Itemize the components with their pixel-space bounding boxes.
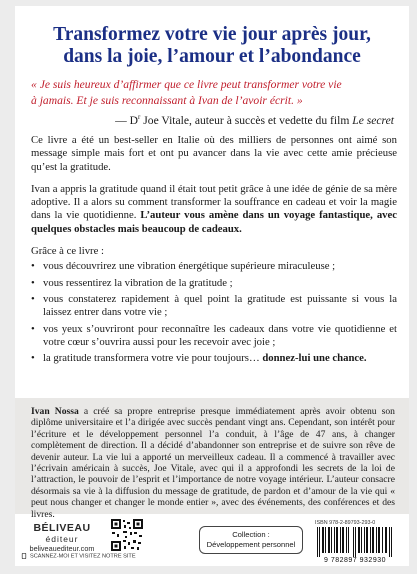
headline	[15, 24, 409, 68]
bullet-icon: •	[31, 352, 35, 365]
bullet-icon: •	[31, 276, 35, 289]
isbn-text: ISBN 978-2-89793-293-0	[315, 520, 376, 526]
footer	[15, 514, 409, 566]
bullet-icon: •	[31, 260, 35, 273]
collection-name: Développement personnel	[206, 539, 296, 549]
author-sup: r	[138, 113, 141, 121]
endorsement-quote	[31, 77, 396, 108]
collection-label	[199, 526, 303, 554]
paragraph-1: Ce livre a été un best-seller en Italie où des milliers de personnes ont aimé son message simple mais fort et ont pu avancer dans la vie avec cette amie précieuse qu’est la gratitude.	[31, 134, 397, 173]
barcode-icon	[315, 527, 395, 557]
quote-author	[34, 110, 394, 128]
author-rest: Joe Vitale, auteur à succès et vedette du film	[140, 113, 353, 127]
paragraph-2-bold: L’auteur vous amène dans un voyage fantastique, avec quelques obstacles mais beaucoup de cadeaux.	[31, 209, 397, 235]
author-prefix: — D	[115, 113, 139, 127]
author-bio	[31, 406, 395, 520]
paragraph-2	[31, 183, 397, 236]
scan-caption	[21, 553, 136, 559]
publisher-name: BÉLIVEAU	[33, 522, 91, 534]
headline-line-1: Transformez votre vie jour après jour,	[53, 24, 371, 45]
publisher-site: beliveauediteur.com	[29, 544, 95, 553]
scan-text: SCANNEZ-MOI ET VISITEZ NOTRE SITE	[30, 553, 136, 560]
list-item	[31, 277, 397, 290]
quote-line-2: à jamais. Et je suis reconnaissant à Ivan de l’avoir écrit. »	[31, 93, 303, 107]
list-lead: Grâce à ce livre :	[31, 245, 104, 258]
list-item	[31, 323, 397, 350]
author-film: Le secret	[352, 113, 394, 127]
list-item	[31, 293, 397, 320]
bullet-icon: •	[31, 292, 35, 305]
list-item-text: la gratitude transformera votre vie pour toujours…	[43, 352, 263, 365]
list-item-bold: donnez-lui une chance.	[262, 352, 367, 365]
author-bio-text: a créé sa propre entreprise presque immédiatement après avoir obtenu son diplôme universitaire et l’a dirigée avec succès pendant vingt ans. Cependant, son intérêt pour l’écriture et le développement personnel l’a conduit, à l’âge de 47 ans, à changer complètement de direction. Il a décidé d’abandonner son entreprise et de suivre son rêve de devenir auteur. La vie lui a apporté un merveilleux cadeau. Il a commencé à travailler avec l’écrivain américain à succès, Joe Vitale, avec qui il a approfondi les secrets de la loi de l’attraction, le pouvoir de l’esprit et l’importance de notre voyage intérieur. L’auteur consacre désormais sa vie à la diffusion du message de gratitude, de pardon et d’amour de la vie qui « peut nous changer et changer le monde entier », avec des événements, des conférences et des livres.	[31, 406, 395, 520]
description	[31, 134, 397, 368]
publisher-sub: éditeur	[45, 534, 79, 544]
publisher-logo	[21, 522, 103, 553]
list-item-text: vos yeux s’ouvriront pour reconnaître les cadeaux dans votre vie quotidienne et votre cœur s’ouvrira aussi pour les recevoir avec joie ;	[43, 322, 397, 348]
bullet-icon: •	[31, 322, 35, 335]
list-item-text: vous constaterez rapidement à quel point la gratitude est puissante si vous la laissez entrer dans votre vie ;	[43, 292, 397, 319]
list-item	[31, 352, 397, 365]
paragraph-2-text: Ivan a appris la gratitude quand il était tout petit grâce à une idée de génie de sa mère adoptive. Il a alors su comment transformer la souffrance en cadeau et voir la magie dans la vie quotidienne.	[31, 182, 397, 222]
benefits-list	[31, 260, 397, 365]
phone-icon	[21, 553, 27, 559]
back-cover	[15, 6, 409, 566]
list-item-text: vous découvrirez une vibration énergétique supérieure miraculeuse ;	[43, 260, 336, 273]
author-bio-box	[15, 398, 409, 520]
author-name: Ivan Nossa	[31, 406, 79, 417]
qr-code-icon[interactable]	[110, 518, 144, 552]
barcode-number: 9 782897 932930	[324, 557, 386, 564]
headline-line-2: dans la joie, l’amour et l’abondance	[63, 46, 361, 67]
collection-title: Collection :	[232, 530, 270, 539]
list-item-text: vous ressentirez la vibration de la gratitude ;	[43, 276, 233, 289]
quote-line-1: « Je suis heureux d’affirmer que ce livre peut transformer votre vie	[31, 78, 342, 91]
list-item	[31, 260, 397, 273]
